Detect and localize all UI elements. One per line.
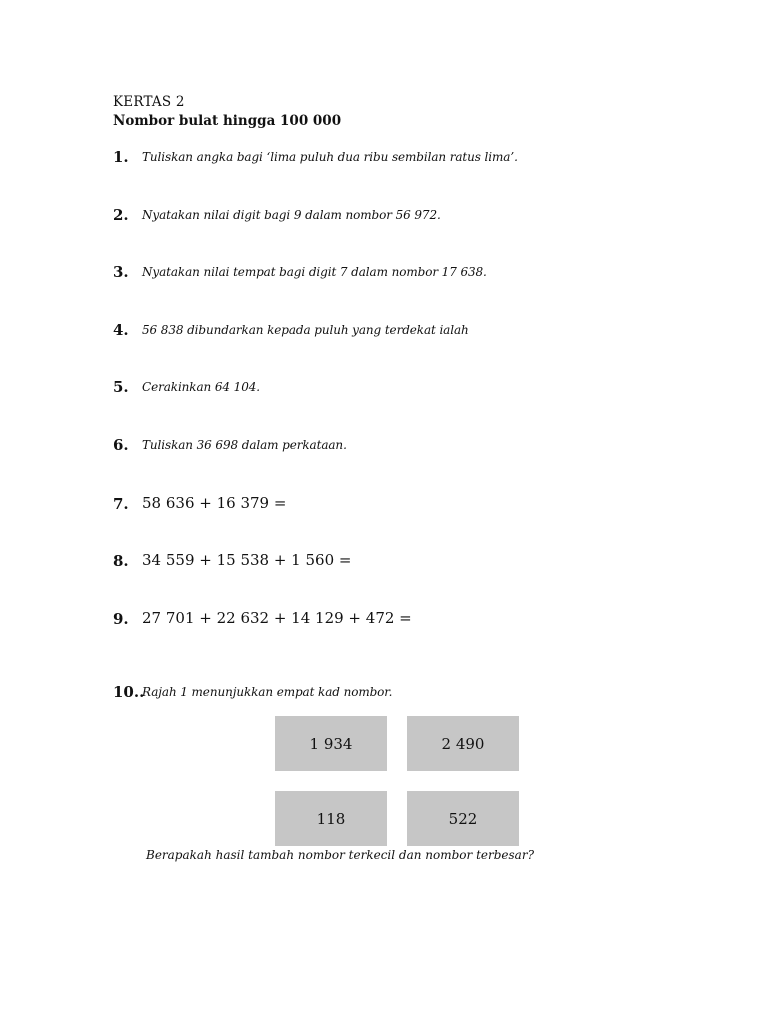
question-number: 10.. <box>113 683 145 701</box>
question-expression: 58 636 + 16 379 = <box>142 494 287 512</box>
question-text: 56 838 dibundarkan kepada puluh yang terdekat ialah <box>142 323 469 337</box>
question-10-prompt: Berapakah hasil tambah nombor terkecil dan nombor terbesar? <box>146 848 535 862</box>
question-expression: 34 559 + 15 538 + 1 560 = <box>142 551 352 569</box>
question-expression: 27 701 + 22 632 + 14 129 + 472 = <box>142 609 412 627</box>
number-card: 2 490 <box>407 716 519 771</box>
number-card: 118 <box>275 791 387 846</box>
question-number: 3. <box>113 263 129 281</box>
question-number: 9. <box>113 610 129 628</box>
question-number: 5. <box>113 378 129 396</box>
question-text: Tuliskan 36 698 dalam perkataan. <box>142 438 347 452</box>
question-text: Rajah 1 menunjukkan empat kad nombor. <box>142 685 393 699</box>
question-number: 6. <box>113 436 129 454</box>
question-text: Tuliskan angka bagi ‘lima puluh dua ribu sembilan ratus lima’. <box>142 150 518 164</box>
question-text: Cerakinkan 64 104. <box>142 380 260 394</box>
question-number: 4. <box>113 321 129 339</box>
question-number: 8. <box>113 552 129 570</box>
paper-label: KERTAS 2 <box>113 94 185 110</box>
question-number: 7. <box>113 495 129 513</box>
question-text: Nyatakan nilai digit bagi 9 dalam nombor 56 972. <box>142 208 441 222</box>
paper-title: Nombor bulat hingga 100 000 <box>113 113 342 129</box>
question-number: 1. <box>113 148 129 166</box>
question-text: Nyatakan nilai tempat bagi digit 7 dalam nombor 17 638. <box>142 265 487 279</box>
number-card: 522 <box>407 791 519 846</box>
number-card: 1 934 <box>275 716 387 771</box>
question-number: 2. <box>113 206 129 224</box>
